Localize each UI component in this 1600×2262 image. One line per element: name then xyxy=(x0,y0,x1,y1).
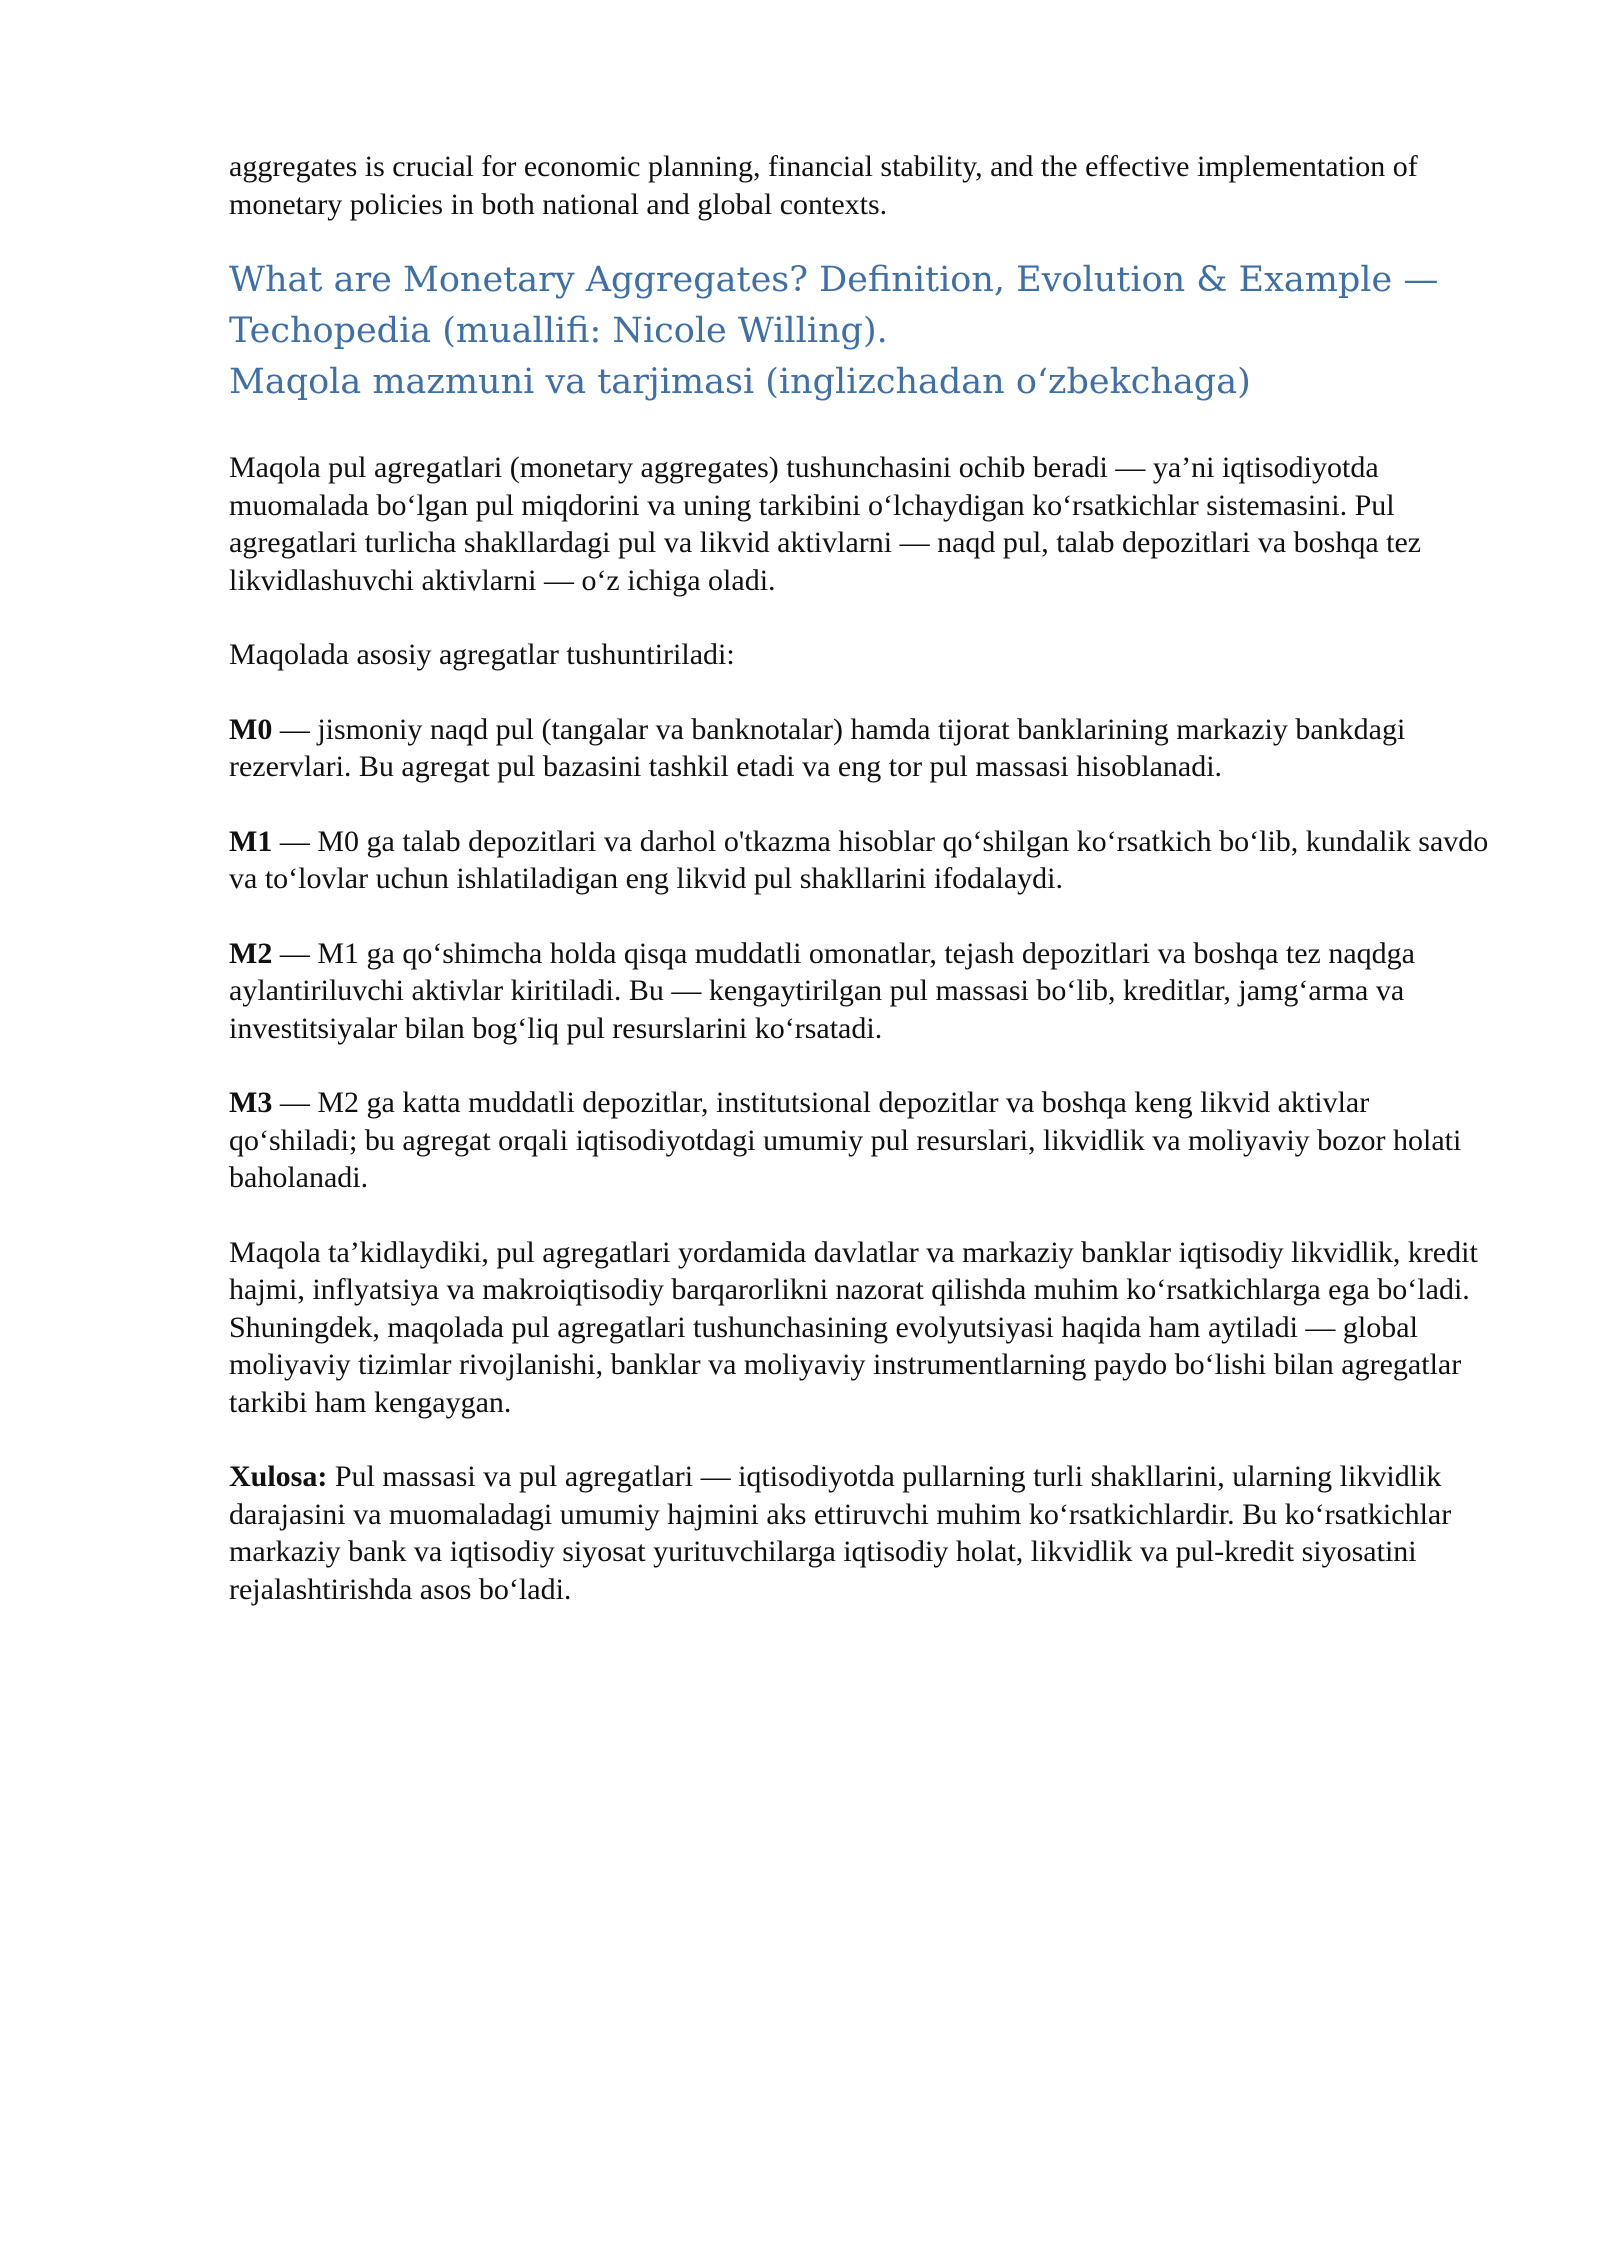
aggregate-m1-text: — M0 ga talab depozitlari va darhol o'tkazma hisoblar qo‘shilgan ko‘rsatkich bo‘lib, kundalik savdo va to‘lovlar uchun ishlatiladigan eng likvid pul shakllarini ifodalaydi. xyxy=(229,824,1489,895)
heading-line-2: Techopedia (muallifi: Nicole Willing). xyxy=(229,311,888,351)
aggregate-m1-term: M1 xyxy=(229,824,273,858)
aggregate-m0-term: M0 xyxy=(229,712,273,746)
aggregate-m0-text: — jismoniy naqd pul (tangalar va banknotalar) hamda tijorat banklarining markaziy bankdagi rezervlari. Bu agregat pul bazasini tashkil etadi va eng tor pul massasi hisoblanadi. xyxy=(229,712,1406,783)
heading-line-3: Maqola mazmuni va tarjimasi (inglizchadan o‘zbekchaga) xyxy=(229,362,1251,402)
aggregate-m3-term: M3 xyxy=(229,1086,273,1119)
aggregate-m0-paragraph xyxy=(229,711,1489,786)
heading-line-1: What are Monetary Aggregates? Definition, Evolution & Example — xyxy=(229,260,1439,300)
page-content xyxy=(229,148,1489,1645)
aggregate-m2-text: — M1 ga qo‘shimcha holda qisqa muddatli omonatlar, tejash depozitlari va boshqa tez naqdga aylantiriluvchi aktivlar kiritiladi. Bu — kengaytirilgan pul massasi bo‘lib, kreditlar, jamg‘arma va investitsiyalar bilan bog‘liq pul resurslarini ko‘rsatadi. xyxy=(229,936,1415,1045)
article-heading xyxy=(229,255,1489,408)
aggregates-intro-paragraph: Maqolada asosiy agregatlar tushuntiriladi: xyxy=(229,638,735,671)
conclusion-label: Xulosa: xyxy=(229,1460,328,1493)
conclusion-paragraph xyxy=(229,1458,1489,1608)
aggregate-m3-paragraph xyxy=(229,1084,1489,1197)
summary-paragraph: Maqola pul agregatlari (monetary aggregates) tushunchasini ochib beradi — ya’ni iqtisodiyotda muomalada bo‘lgan pul miqdorini va uning tarkibini o‘lchaydigan ko‘rsatkichlar sistemasini. Pul agregatlari turlicha shakllardagi pul va likvid aktivlarni — naqd pul, talab depozitlari va boshqa tez likvidlashuvchi aktivlarni — o‘z ichiga oladi. xyxy=(229,451,1422,597)
emphasis-paragraph: Maqola ta’kidlaydiki, pul agregatlari yordamida davlatlar va markaziy banklar iqtisodiy likvidlik, kredit hajmi, inflyatsiya va makroiqtisodiy barqarorlikni nazorat qilishda muhim ko‘rsatkichlarga ega bo‘ladi. Shuningdek, maqolada pul agregatlari tushunchasining evolyutsiyasi haqida ham aytiladi — global moliyaviy tizimlar rivojlanishi, banklar va moliyaviy instrumentlarning paydo bo‘lishi bilan agregatlar tarkibi ham kengaygan. xyxy=(229,1235,1478,1419)
aggregate-m3-text: — M2 ga katta muddatli depozitlar, institutsional depozitlar va boshqa keng likvid aktivlar qo‘shiladi; bu agregat orqali iqtisodiyotdagi umumiy pul resurslari, likvidlik va moliyaviy bozor holati baholanadi. xyxy=(229,1086,1462,1194)
aggregate-m2-term: M2 xyxy=(229,936,273,970)
aggregate-m2-paragraph xyxy=(229,935,1489,1048)
intro-paragraph: aggregates is crucial for economic planning, financial stability, and the effective implementation of monetary policies in both national and global contexts. xyxy=(229,150,1418,221)
conclusion-text: Pul massasi va pul agregatlari — iqtisodiyotda pullarning turli shakllarini, ularning likvidlik darajasini va muomaladagi umumiy hajmini aks ettiruvchi muhim ko‘rsatkichlardir. Bu ko‘rsatkichlar markaziy bank va iqtisodiy siyosat yurituvchilarga iqtisodiy holat, likvidlik va pul-kredit siyosatini rejalashtirishda asos bo‘ladi. xyxy=(229,1460,1452,1606)
aggregate-m1-paragraph xyxy=(229,823,1489,898)
